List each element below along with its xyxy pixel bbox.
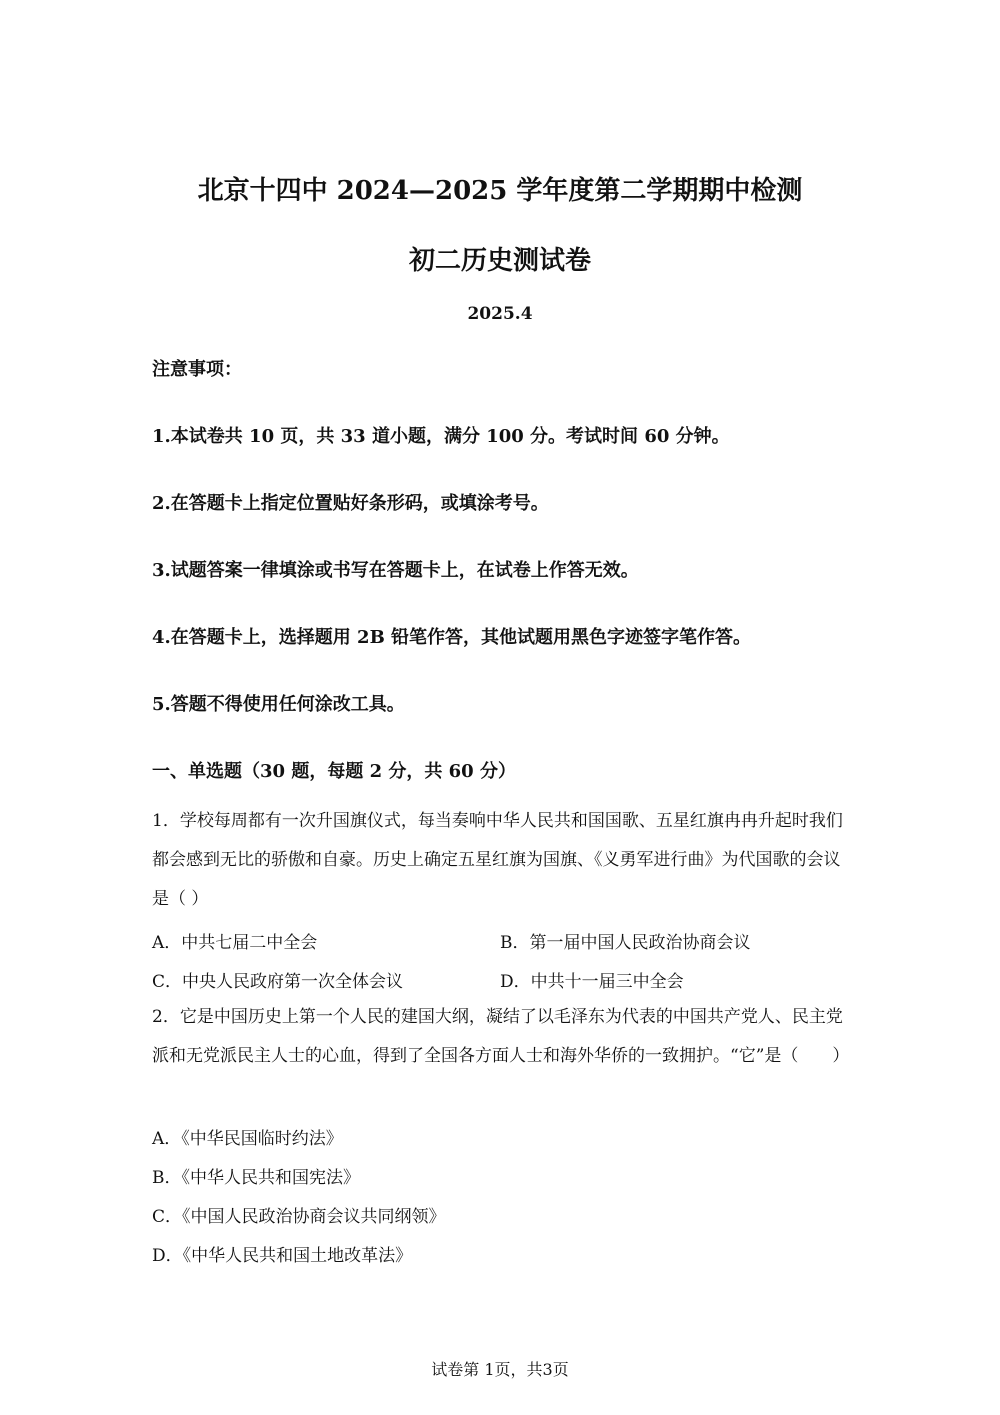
section-heading: 一、单选题（30 题，每题 2 分，共 60 分）	[152, 761, 516, 782]
question-2-option-b: B．《中华人民共和国宪法》	[152, 1168, 360, 1188]
note-item: 1.本试卷共 10 页，共 33 道小题，满分 100 分。考试时间 60 分钟。	[152, 426, 730, 447]
question-1-option-c: C．中央人民政府第一次全体会议	[152, 972, 404, 992]
question-2-stem: 2．它是中国历史上第一个人民的建国大纲，凝结了以毛泽东为代表的中国共产党人、民主党派和无党派民主人士的心血，得到了全国各方面人士和海外华侨的一致拥护。“它”是（ ）	[152, 1007, 850, 1066]
notes-heading: 注意事项：	[152, 359, 242, 380]
exam-subtitle: 初二历史测试卷	[408, 246, 591, 276]
note-item: 4.在答题卡上，选择题用 2B 铅笔作答，其他试题用黑色字迹签字笔作答。	[152, 627, 752, 648]
question-1-stem: 1．学校每周都有一次升国旗仪式，每当奏响中华人民共和国国歌、五星红旗冉冉升起时我们都会感到无比的骄傲和自豪。历史上确定五星红旗为国旗、《义勇军进行曲》为代国歌的会议是（ ）	[152, 811, 843, 909]
note-item: 5.答题不得使用任何涂改工具。	[152, 694, 405, 715]
exam-date: 2025.4	[467, 304, 533, 324]
question-1-option-b: B．第一届中国人民政治协商会议	[500, 933, 751, 953]
question-2-option-a: A．《中华民国临时约法》	[152, 1129, 343, 1149]
question-1-option-d: D．中共十一届三中全会	[500, 972, 684, 992]
note-item: 2.在答题卡上指定位置贴好条形码，或填涂考号。	[152, 493, 549, 514]
question-2-option-d: D．《中华人民共和国土地改革法》	[152, 1246, 413, 1266]
exam-title: 北京十四中 2024—2025 学年度第二学期期中检测	[197, 176, 803, 206]
question-2-option-c: C．《中国人民政治协商会议共同纲领》	[152, 1207, 446, 1227]
question-1-option-a: A．中共七届二中全会	[152, 933, 318, 953]
note-item: 3.试题答案一律填涂或书写在答题卡上，在试卷上作答无效。	[152, 560, 639, 581]
page-footer: 试卷第 1页，共3页	[431, 1360, 569, 1379]
